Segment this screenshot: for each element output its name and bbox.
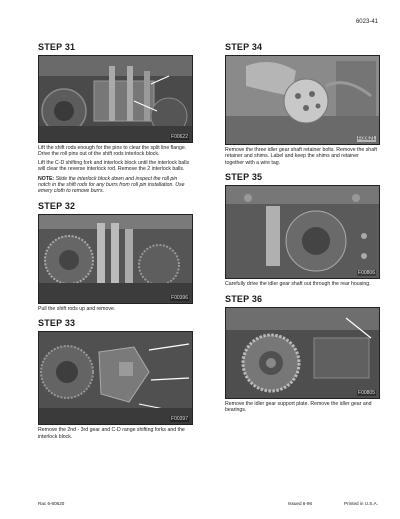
step-33 bbox=[38, 318, 191, 440]
step-32-photo bbox=[38, 214, 193, 304]
step-36-illustration bbox=[226, 308, 379, 398]
step-32-illustration bbox=[39, 215, 192, 303]
step-31-note-text: Slide the interlock block down and inspect the roll pin notch in the shift rods for any burrs from roll pin installation. Use emery cloth to remove burrs. bbox=[38, 175, 185, 195]
step-32-text: Pull the shift rods up and remove. bbox=[38, 305, 116, 312]
step-31-title: STEP 31 bbox=[38, 42, 76, 52]
step-31-text-2: Lift the C-D shifting fork and interlock block until the interlock balls will clear the reverse interlock rod. Remove the 2 interlock balls. bbox=[38, 159, 190, 173]
step-31-note bbox=[38, 176, 191, 195]
step-31-text-1: Lift the shift rods enough for the pins to clear the split line flange. Drive the roll pins out of the shift rods interlock block. bbox=[38, 145, 187, 158]
step-35 bbox=[225, 172, 378, 287]
footer-document-code: Rac 6-60620 bbox=[38, 501, 65, 506]
step-34 bbox=[225, 42, 378, 166]
step-31-note-label: NOTE: bbox=[38, 175, 55, 182]
left-column bbox=[38, 42, 191, 446]
step-35-text: Carefully drive the idler gear shaft out through the rear housing. bbox=[225, 281, 371, 288]
step-36-figure-label: F00805 bbox=[358, 389, 375, 396]
step-34-figure-label: F00621 bbox=[358, 136, 375, 142]
step-32 bbox=[38, 201, 191, 312]
step-36-photo bbox=[225, 307, 380, 399]
step-35-title: STEP 35 bbox=[225, 172, 263, 183]
footer-printed: Printed in U.S.A. bbox=[344, 501, 378, 506]
step-35-figure-label: F00806 bbox=[358, 270, 375, 277]
step-31 bbox=[38, 42, 191, 195]
footer-issued: Issued 6-96 bbox=[288, 501, 313, 506]
step-33-figure-label: F00397 bbox=[171, 416, 188, 423]
step-33-text: Remove the 2nd - 3rd gear and C-D range shifting forks and the interlock block. bbox=[38, 427, 185, 440]
step-34-illustration bbox=[226, 56, 379, 144]
step-35-photo bbox=[225, 185, 380, 279]
step-31-figure-label: F00622 bbox=[171, 134, 188, 140]
step-36-title: STEP 36 bbox=[225, 293, 263, 304]
page-number: 6023-41 bbox=[355, 19, 378, 25]
step-36-text: Remove the idler gear support plate. Remove the idler gear and bearings. bbox=[225, 400, 372, 414]
step-33-illustration bbox=[39, 332, 192, 424]
right-column bbox=[225, 42, 378, 419]
step-35-illustration bbox=[226, 186, 379, 278]
step-32-figure-label: F00396 bbox=[171, 294, 188, 301]
step-31-illustration bbox=[39, 56, 192, 142]
step-34-title: STEP 34 bbox=[225, 42, 263, 52]
step-34-text: Remove the three idler gear shaft retainer bolts. Remove the shaft retainer and shims. Label and keep the shims and retainer together with a wire tag. bbox=[225, 147, 377, 166]
step-36 bbox=[225, 294, 378, 414]
step-33-photo bbox=[38, 331, 193, 425]
step-31-photo bbox=[38, 55, 193, 143]
step-33-title: STEP 33 bbox=[38, 318, 76, 329]
step-34-photo bbox=[225, 55, 380, 145]
step-32-title: STEP 32 bbox=[38, 200, 76, 211]
